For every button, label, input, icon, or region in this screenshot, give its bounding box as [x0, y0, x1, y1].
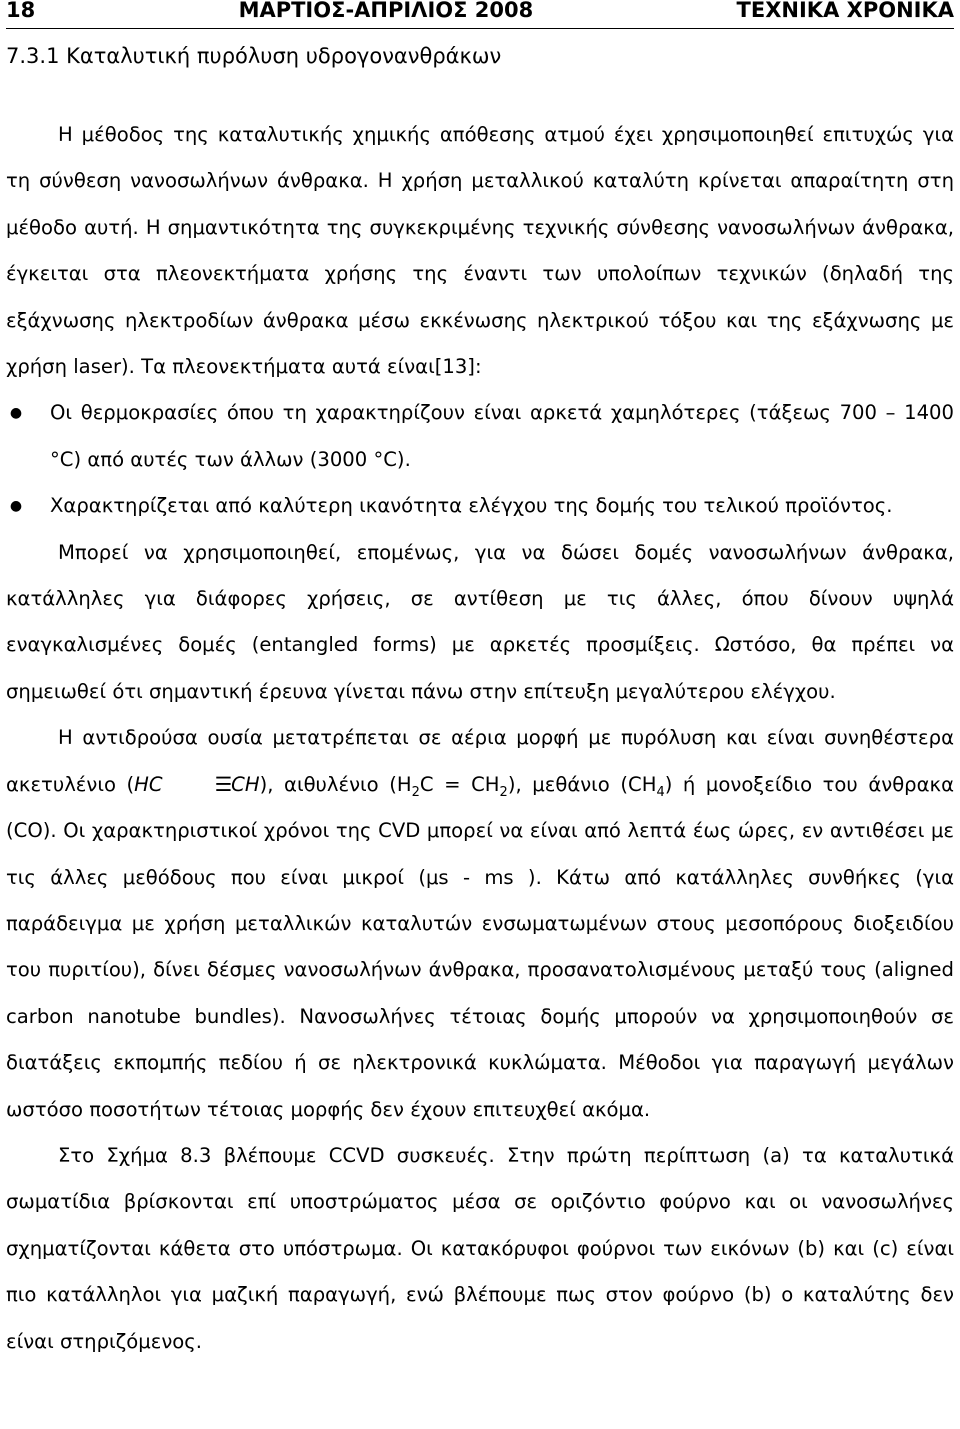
- acetylene-formula: HC ☰CH: [134, 773, 259, 796]
- issue-date: ΜΑΡΤΙΟΣ-ΑΠΡΙΛΙΟΣ 2008: [238, 0, 534, 22]
- advantages-list: [6, 390, 954, 529]
- paragraph-reactants: Η αντιδρούσα ουσία μετατρέπεται σε αέρια μορφή με πυρόλυση και είναι συνηθέστερα ακετυλένιο (HC ☰CH), αιθυλένιο $(H_2C = CH_2)$, μεθάνιο $(CH_4)$ ή μονοξείδιο του άνθρακα (CO). Οι χαρακτηριστικοί χρόνοι της CVD μπορεί να είναι από λεπτά έως ώρες, εν αντιθέσει με τις άλλες μεθόδους που είναι μικροί (μs - ms ). Κάτω από κατάλληλες συνθήκες (για παράδειγμα με χρήση μεταλλικών καταλυτών ενσωματωμένων στους μεσοπόρους διοξειδίου του πυριτίου), δίνει δέσμες νανοσωλήνων άνθρακα, προσανατολισμένους μεταξύ τους (aligned carbon nanotube bundles). Νανοσωλήνες τέτοιας δομής μπορούν να χρησιμοποιηθούν σε διατάξεις εκπομπής πεδίου ή σε ηλεκτρονικά κυκλώματα. Μέθοδοι για παραγωγή μεγάλων ωστόσο ποσοτήτων τέτοιας μορφής δεν έχουν επιτευχθεί ακόμα.: [6, 726, 954, 1121]
- paragraph-intro: Η μέθοδος της καταλυτικής χημικής απόθεσης ατμού έχει χρησιμοποιηθεί επιτυχώς για τη σύνθεση νανοσωλήνων άνθρακα. Η χρήση μεταλλικού καταλύτη κρίνεται απαραίτητη στη μέθοδο αυτή. Η σημαντικότητα της συγκεκριμένης τεχνικής σύνθεσης νανοσωλήνων άνθρακα, έγκειται στα πλεονεκτήματα χρήσης της έναντι των υπολοίπων τεχνικών (δηλαδή της εξάχνωσης ηλεκτροδίων άνθρακα μέσω εκκένωσης ηλεκτρικού τόξου και της εξάχνωσης με χρήση laser). Τα πλεονεκτήματα αυτά είναι[13]:: [6, 123, 954, 379]
- paragraph-figure: Στο Σχήμα 8.3 βλέπουμε CCVD συσκευές. Στην πρώτη περίπτωση (a) τα καταλυτικά σωματίδια βρίσκονται επί υποστρώματος μέσα σε οριζόντιο φούρνο και οι νανοσωλήνες σχηματίζονται κάθετα στο υπόστρωμα. Οι κατακόρυφοι φούρνοι των εικόνων (b) και (c) είναι πιο κατάλληλοι για μαζική παραγωγή, ενώ βλέπουμε πως στον φούρνο (b) ο καταλύτης δεν είναι στηριζόμενος.: [6, 1143, 954, 1353]
- paragraph-applications: Μπορεί να χρησιμοποιηθεί, επομένως, για να δώσει δομές νανοσωλήνων άνθρακα, κατάλληλες για διάφορες χρήσεις, σε αντίθεση με τις άλλες, όπου δίνουν υψηλά εναγκαλισμένες δομές (entangled forms) με αρκετές προσμίξεις. Ωστόσο, θα πρέπει να σημειωθεί ότι σημαντική έρευνα γίνεται πάνω στην επίτευξη μεγαλύτερου ελέγχου.: [6, 540, 954, 703]
- bullet-icon: ●: [9, 498, 23, 515]
- body-text: [6, 112, 954, 1365]
- journal-name: ΤΕΧΝΙΚΑ ΧΡΟΝΙΚΑ: [736, 0, 954, 22]
- section-title: 7.3.1 Καταλυτική πυρόλυση υδρογονανθράκων: [6, 44, 502, 68]
- triple-bond-symbol: ☰: [214, 772, 232, 796]
- list-item-text: Οι θερμοκρασίες όπου τη χαρακτηρίζουν είναι αρκετά χαμηλότερες (τάξεως 700 – 1400 °C) από αυτές των άλλων (3000 °C).: [50, 401, 954, 471]
- page-header: [6, 0, 954, 29]
- list-item: [6, 483, 954, 529]
- reactants-text-rest: ) ή μονοξείδιο του άνθρακα (CO). Οι χαρακτηριστικοί χρόνοι της CVD μπορεί να είναι από λεπτά έως ώρες, εν αντιθέσει με τις άλλες μεθόδους που είναι μικροί (μs - ms ). Κάτω από κατάλληλες συνθήκες (για παράδειγμα με χρήση μεταλλικών καταλυτών ενσωματωμένων στους μεσοπόρους διοξειδίου του πυριτίου), δίνει δέσμες νανοσωλήνων άνθρακα, προσανατολισμένους μεταξύ τους (aligned carbon nanotube bundles). Νανοσωλήνες τέτοιας δομής μπορούν να χρησιμοποιηθούν σε διατάξεις εκπομπής πεδίου ή σε ηλεκτρονικά κυκλώματα. Μέθοδοι για παραγωγή μεγάλων ωστόσο ποσοτήτων τέτοιας μορφής δεν έχουν επιτευχθεί ακόμα.: [6, 772, 954, 1121]
- page-number: 18: [6, 0, 36, 22]
- bullet-icon: ●: [9, 405, 23, 422]
- list-item: [6, 390, 954, 483]
- reactants-text-start: Η αντιδρούσα ουσία μετατρέπεται σε αέρια μορφή με πυρόλυση και είναι συνηθέστερα ακετυλένιο (: [6, 726, 954, 796]
- list-item-text: Χαρακτηρίζεται από καλύτερη ικανότητα ελέγχου της δομής του τελικού προϊόντος.: [50, 494, 893, 518]
